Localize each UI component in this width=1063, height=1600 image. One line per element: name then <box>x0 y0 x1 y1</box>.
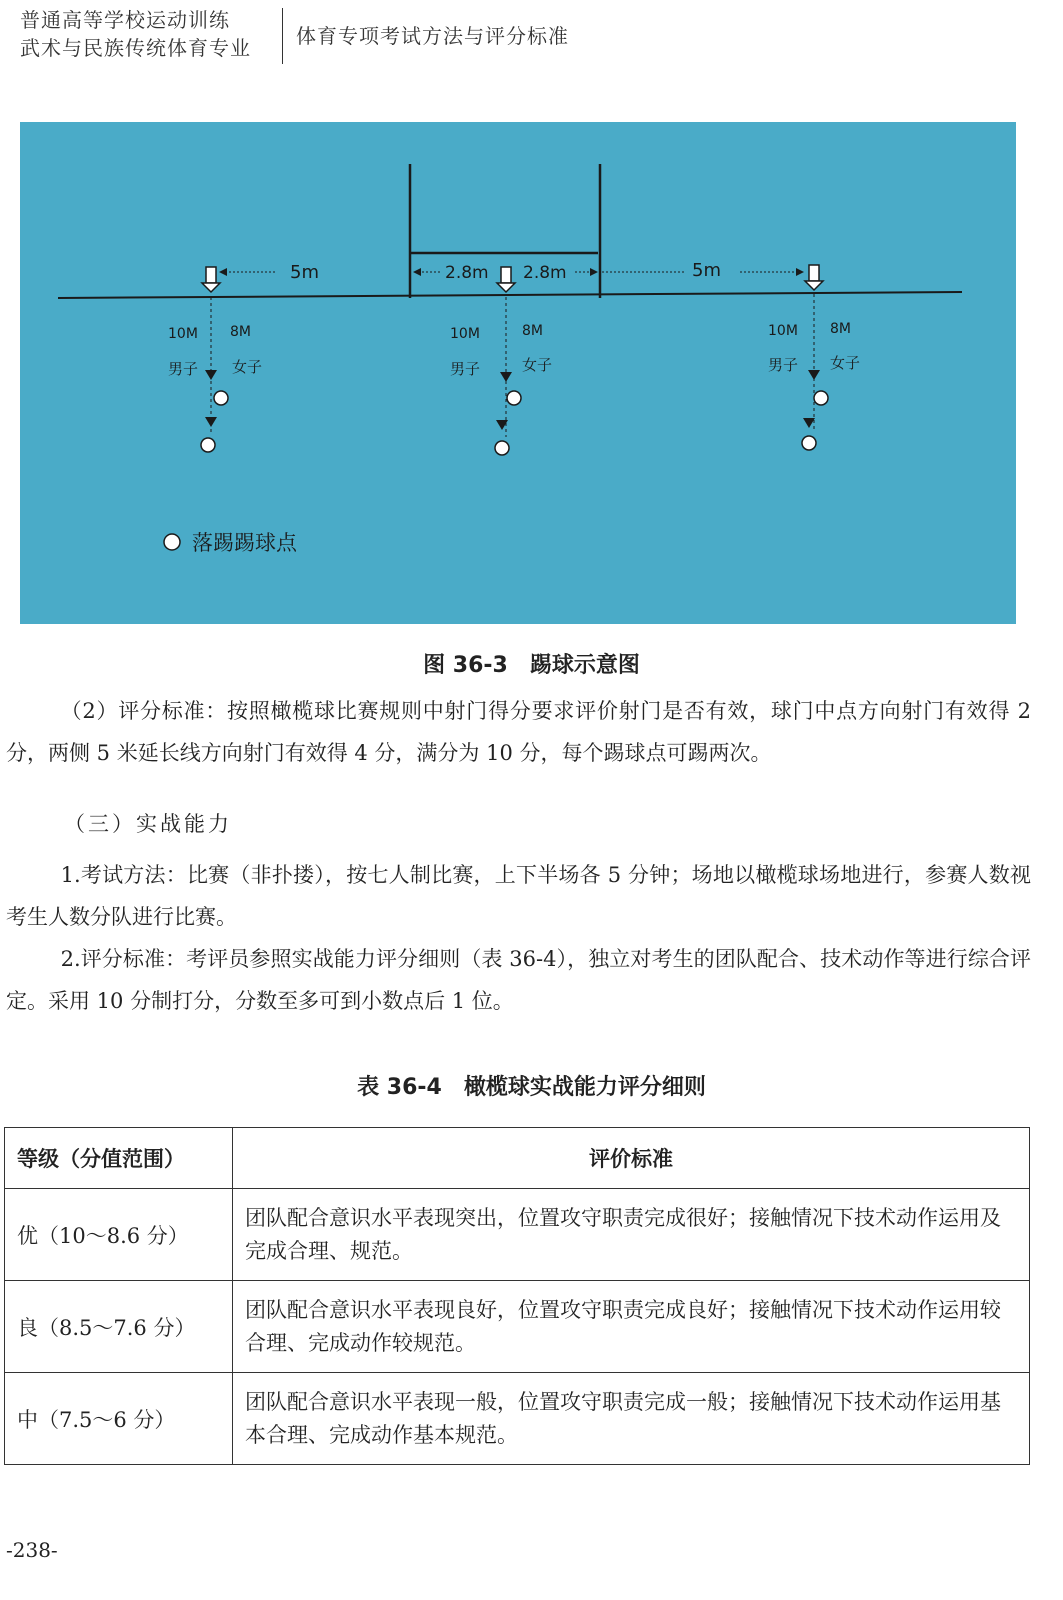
table-row <box>5 1189 1030 1281</box>
header-divider <box>282 8 283 64</box>
cell-criteria: 团队配合意识水平表现一般，位置攻守职责完成一般；接触情况下技术动作运用基本合理、完成动作基本规范。 <box>233 1373 1030 1465</box>
label-male-left: 男子 <box>168 360 199 378</box>
cell-level: 优（10～8.6 分） <box>5 1189 233 1281</box>
header-criteria: 评价标准 <box>233 1128 1030 1189</box>
cell-level: 良（8.5～7.6 分） <box>5 1281 233 1373</box>
legend-label: 落踢踢球点 <box>192 531 297 555</box>
arrow-left-8m <box>205 370 217 380</box>
arrow-right-10m <box>803 418 815 428</box>
kick-spot-left-male <box>201 438 215 452</box>
label-10m-center: 10M <box>450 326 480 342</box>
figure-caption: 图 36-3 踢球示意图 <box>423 653 640 678</box>
table-row <box>5 1373 1030 1465</box>
header-chapter-title: 体育专项考试方法与评分标准 <box>296 24 569 48</box>
label-female-left: 女子 <box>232 358 263 376</box>
kick-diagram-svg <box>20 122 1016 624</box>
kick-point-marker-right <box>805 265 823 290</box>
arrow-left-10m <box>205 417 217 427</box>
legend-kick-spot-icon <box>164 534 180 550</box>
page-header <box>20 6 1060 62</box>
label-male-right: 男子 <box>768 356 799 374</box>
scoring-criteria-paragraph: 2.评分标准：考评员参照实战能力评分细则（表 36-4），独立对考生的团队配合、技术动作等进行综合评定。采用 10 分制打分，分数至多可到小数点后 1 位。 <box>6 947 1031 1013</box>
label-10m-right: 10M <box>768 323 798 339</box>
kick-spot-right-male <box>802 436 816 450</box>
kick-spot-center-female <box>507 391 521 405</box>
label-5m-left: 5m <box>290 262 319 283</box>
table-row <box>5 1281 1030 1373</box>
arrow-center-8m <box>500 372 512 382</box>
exam-method-paragraph: 1.考试方法：比赛（非扑搂），按七人制比赛，上下半场各 5 分钟；场地以橄榄球场地进行，参赛人数视考生人数分队进行比赛。 <box>6 863 1031 929</box>
label-28m-left: 2.8m <box>445 263 489 283</box>
header-level: 等级（分值范围） <box>5 1128 233 1189</box>
label-8m-center: 8M <box>522 323 543 339</box>
kick-spot-right-female <box>814 391 828 405</box>
header-line-1: 普通高等学校运动训练 <box>20 8 230 32</box>
scoring-standard-paragraph: （2）评分标准：按照橄榄球比赛规则中射门得分要求评价射门是否有效，球门中点方向射门有效得 2 分，两侧 5 米延长线方向射门有效得 4 分，满分为 10 分，每个踢球点可踢两次。 <box>6 699 1031 765</box>
page-number: -238- <box>6 1538 58 1562</box>
label-10m-left: 10M <box>168 326 198 342</box>
cell-criteria: 团队配合意识水平表现良好，位置攻守职责完成良好；接触情况下技术动作运用较合理、完成动作较规范。 <box>233 1281 1030 1373</box>
label-8m-right: 8M <box>830 321 851 337</box>
label-8m-left: 8M <box>230 324 251 340</box>
kick-point-marker-center <box>497 267 515 292</box>
header-book-title <box>20 6 275 62</box>
table-title: 表 36-4 橄榄球实战能力评分细则 <box>357 1075 706 1100</box>
label-male-center: 男子 <box>450 360 481 378</box>
scoring-table <box>4 1127 1030 1465</box>
label-5m-right: 5m <box>692 260 721 281</box>
kick-spot-center-male <box>495 441 509 455</box>
cell-level: 中（7.5～6 分） <box>5 1373 233 1465</box>
kick-point-marker-left <box>202 267 220 292</box>
table-header-row <box>5 1128 1030 1189</box>
header-line-2: 武术与民族传统体育专业 <box>20 36 251 60</box>
arrow-right-8m <box>808 370 820 380</box>
label-female-center: 女子 <box>522 356 553 374</box>
kick-spot-left-female <box>214 391 228 405</box>
kick-diagram <box>20 122 1016 624</box>
label-female-right: 女子 <box>830 354 861 372</box>
cell-criteria: 团队配合意识水平表现突出，位置攻守职责完成很好；接触情况下技术动作运用及完成合理、规范。 <box>233 1189 1030 1281</box>
label-28m-right: 2.8m <box>523 263 567 283</box>
field-line <box>58 292 962 298</box>
section-heading-combat: （三）实战能力 <box>64 812 232 836</box>
